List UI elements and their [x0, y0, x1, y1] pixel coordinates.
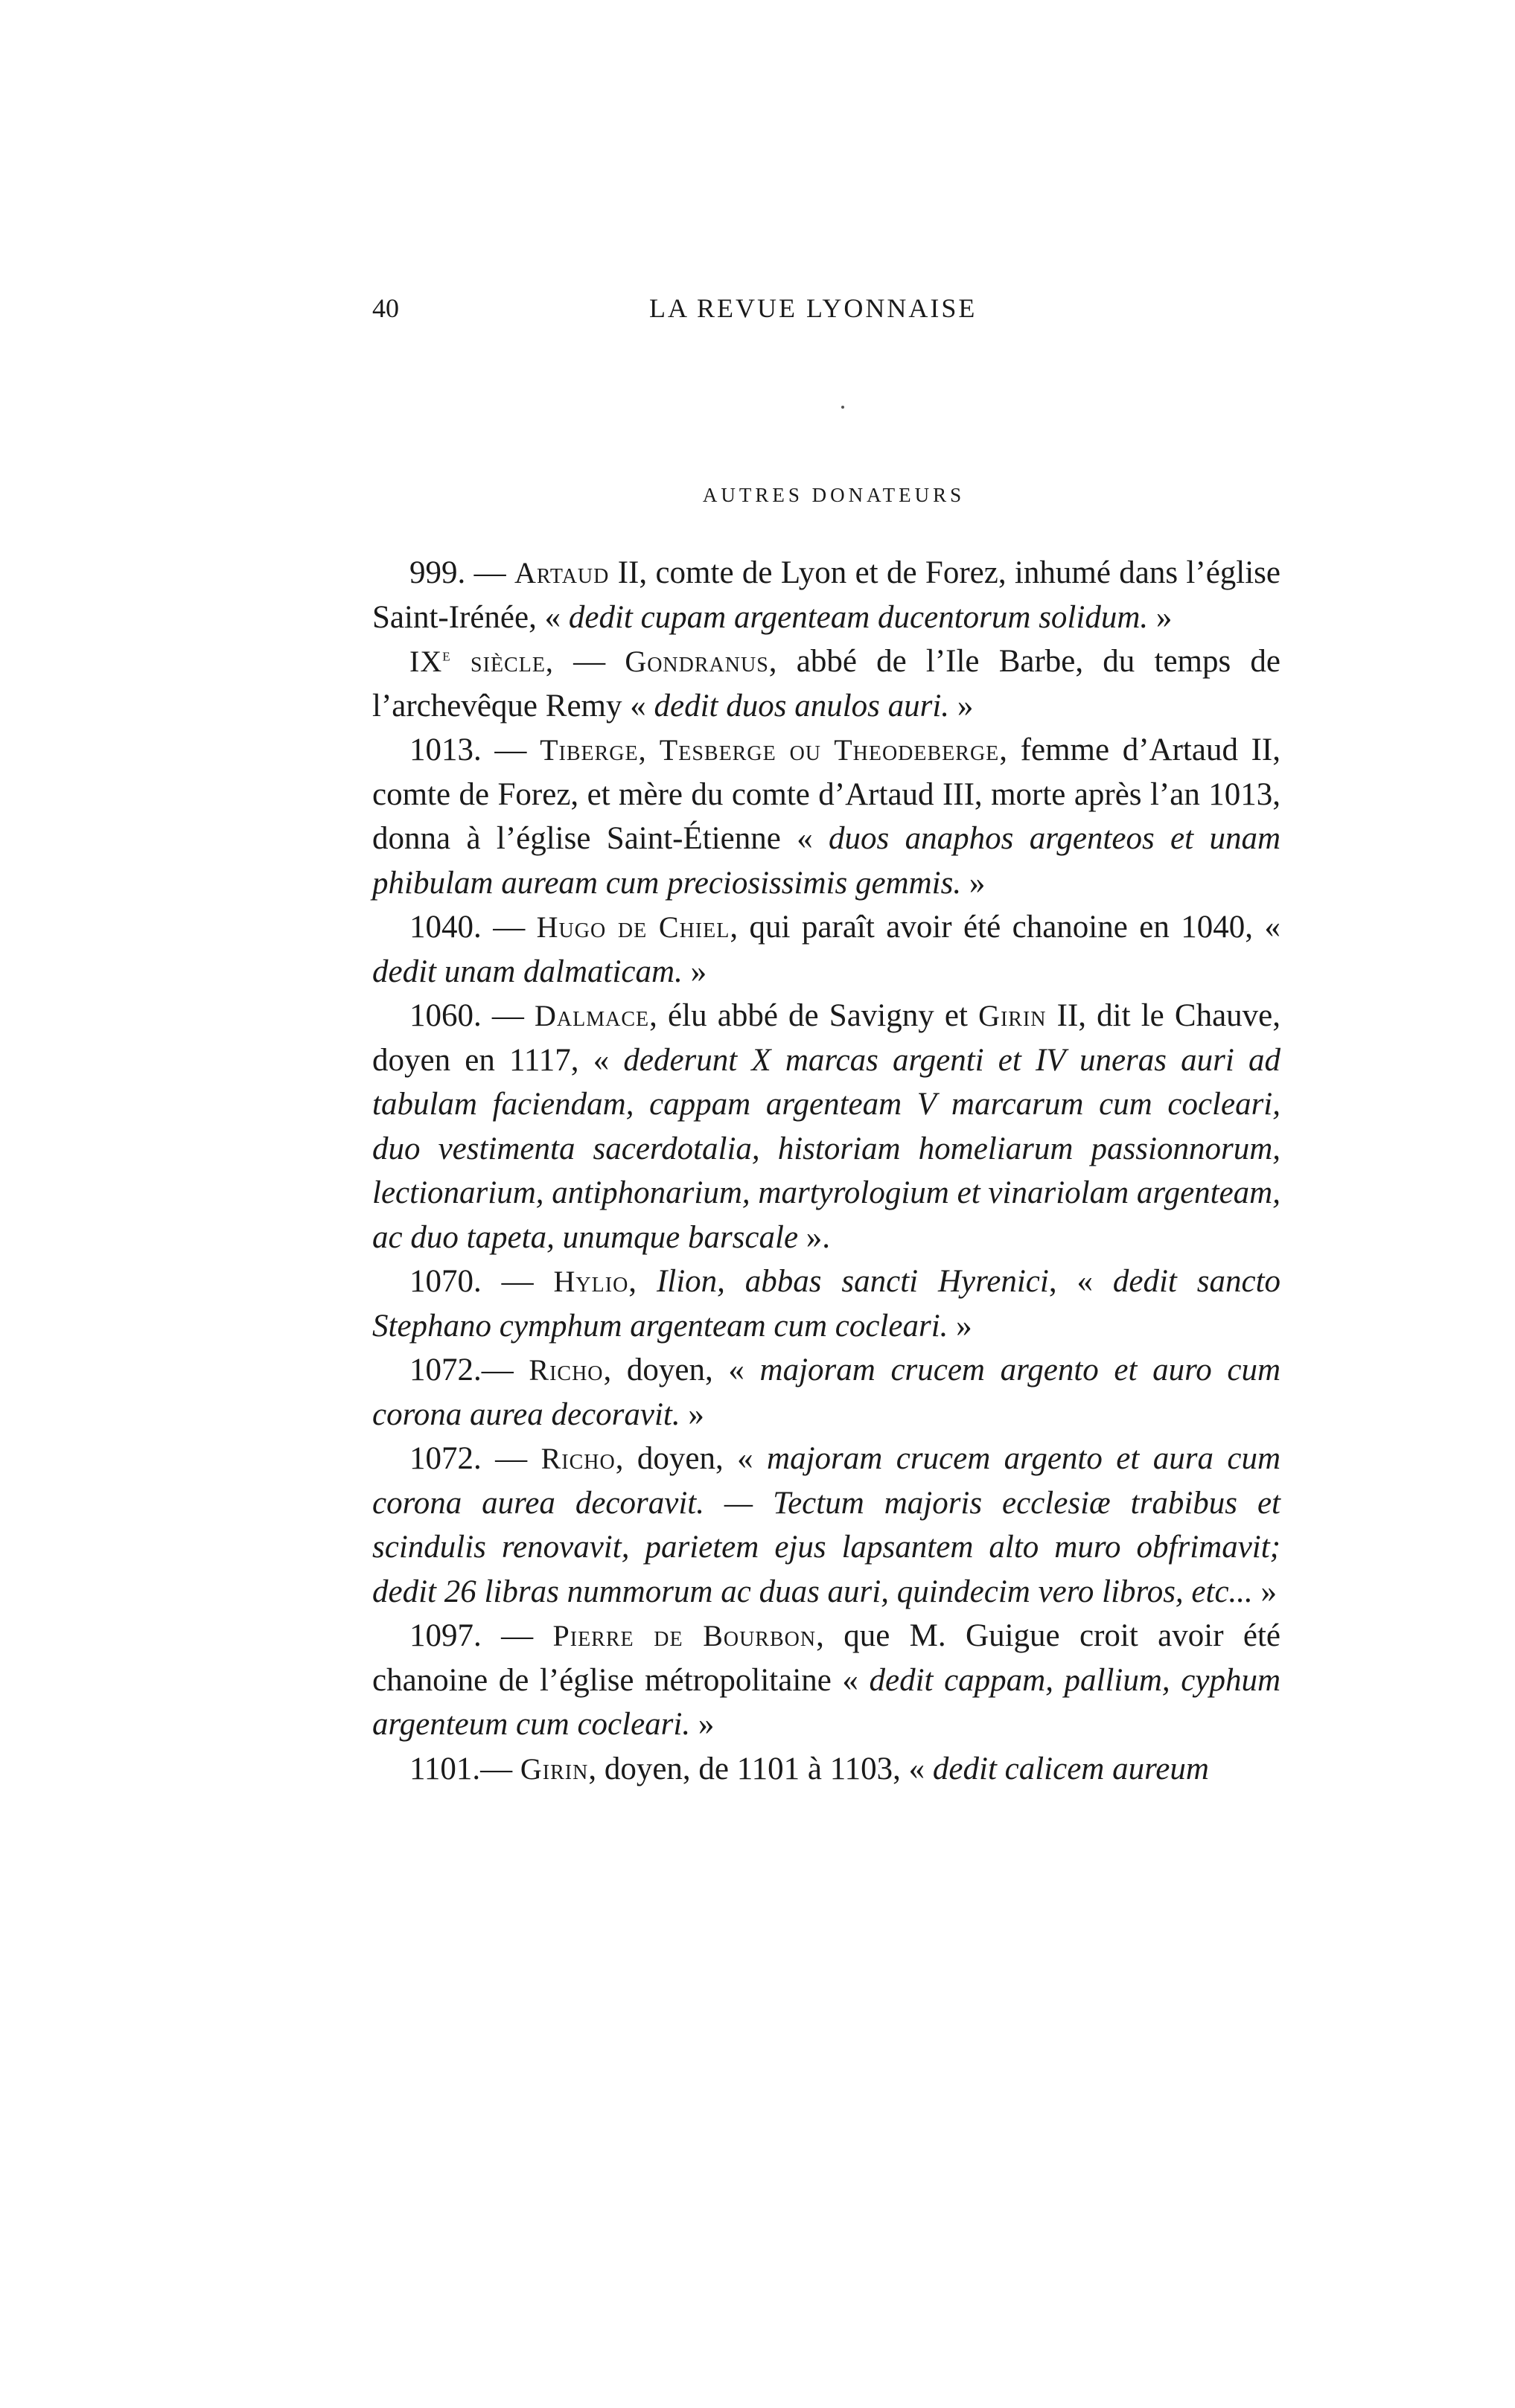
entry-1040: 1040. — Hugo de Chiel, qui paraît avoir été chanoine en 1040, « dedit unam dalmaticam. »: [372, 910, 1280, 989]
section-heading: AUTRES DONATEURS: [702, 484, 966, 506]
donor-name: Hylio: [553, 1265, 629, 1298]
entry-1101: 1101.— Girin, doyen, de 1101 à 1103, « dedit calicem aureum: [409, 1751, 1209, 1786]
running-head: [372, 293, 1280, 337]
entry-date: 1013.: [409, 732, 482, 767]
latin-quote: dedit sancto Stephano cymphum argenteam cum cocleari.: [372, 1264, 1281, 1344]
entry-1072-a: 1072.— Richo, doyen, « majoram crucem argento et auro cum corona aurea decoravit. »: [372, 1352, 1281, 1432]
entry-date: 1040.: [409, 910, 482, 945]
donor-name: Hugo de Chiel: [536, 910, 730, 944]
entry-1013: 1013. — Tiberge, Tesberge ou Theodeberge, femme d’Artaud II, comte de Forez, et mère du comte d’Artaud III, morte après l’an 1013, donna à l’église Saint-Étienne « duos anaphos argenteos et unam phibulam auream cum preciosissimis gemmis. »: [372, 732, 1281, 901]
entry-999: 999. — Artaud II, comte de Lyon et de Forez, inhumé dans l’église Saint-Irénée, « dedit cupam argenteam ducentorum solidum. »: [372, 555, 1280, 635]
body-text: [372, 551, 1280, 1791]
print-speck: [841, 406, 844, 409]
entry-1070: 1070. — Hylio, Ilion, abbas sancti Hyrenici, « dedit sancto Stephano cymphum argenteam cum cocleari. »: [372, 1264, 1281, 1344]
latin-quote: dederunt X marcas argenti et IV uneras auri ad tabulam faciendam, cappam argenteam V marcarum cum cocleari, duo vestimenta sacerdotalia, historiam homeliarum passionnorum, lectionarium, antiphonarium, martyrologium et vinariolam argenteam, ac duo tapeta, unumque barscale: [372, 1042, 1281, 1255]
entry-date: 1060.: [409, 998, 482, 1033]
latin-quote: dedit calicem aureum: [932, 1751, 1209, 1786]
donor-name: Artaud: [514, 556, 610, 590]
latin-quote: majoram crucem argento et auro cum corona aurea decoravit.: [372, 1352, 1281, 1432]
entry-date: 1072.: [409, 1441, 482, 1476]
donor-name: Richo: [529, 1353, 604, 1387]
donor-name: Tiberge, Tesberge: [540, 733, 776, 767]
page-number: 40: [372, 293, 399, 323]
entry-date: 1101.: [409, 1751, 481, 1786]
latin-quote: dedit duos anulos auri.: [654, 688, 950, 724]
donor-name: Richo: [540, 1442, 616, 1475]
journal-title: LA REVUE LYONNAISE: [649, 293, 977, 323]
donor-name: Pierre de Bourbon: [552, 1619, 817, 1652]
donor-title: Ilion, abbas sancti Hyrenici: [656, 1264, 1049, 1299]
entry-date: IXe siècle,: [409, 645, 554, 678]
entry-date: 1070.: [409, 1264, 482, 1299]
entry-date: 1072.: [409, 1352, 482, 1387]
entry-ixe-siecle: IXe siècle, — Gondranus, abbé de l’Ile Barbe, du temps de l’archevêque Remy « dedit duos anulos auri. »: [372, 644, 1280, 724]
donor-name: Gondranus: [625, 645, 769, 678]
donor-name: Girin: [520, 1751, 589, 1786]
entry-1097: 1097. — Pierre de Bourbon, que M. Guigue croit avoir été chanoine de l’église métropolitaine « dedit cappam, pallium, cyphum argenteum cum cocleari. »: [372, 1618, 1280, 1742]
entry-date: 1097.: [409, 1618, 482, 1653]
latin-quote: majoram crucem argento et aura cum corona aurea decoravit. — Tectum majoris ecclesiæ trabibus et scindulis renovavit, parietem ejus lapsantem alto muro obfrimavit; dedit 26 libras nummorum ac duas auri, quindecim vero libros, etc...: [372, 1441, 1280, 1609]
latin-quote: duos anaphos argenteos et unam phibulam auream cum preciosissimis gemmis.: [372, 821, 1280, 901]
latin-quote: dedit cappam, pallium, cyphum argenteum cum cocleari.: [372, 1662, 1280, 1742]
latin-quote: dedit unam dalmaticam.: [372, 954, 683, 989]
entry-1060: 1060. — Dalmace, élu abbé de Savigny et Girin II, dit le Chauve, doyen en 1117, « dederunt X marcas argenti et IV uneras auri ad tabulam faciendam, cappam argenteam V marcarum cum cocleari, duo vestimenta sacerdotalia, historiam homeliarum passionnorum, lectionarium, antiphonarium, martyrologium et vinariolam argenteam, ac duo tapeta, unumque barscale ».: [372, 998, 1281, 1255]
entry-1072-b: 1072. — Richo, doyen, « majoram crucem argento et aura cum corona aurea decoravit. — Tectum majoris ecclesiæ trabibus et scindulis renovavit, parietem ejus lapsantem alto muro obfrimavit; dedit 26 libras nummorum ac duas auri, quindecim vero libros, etc... »: [372, 1441, 1280, 1609]
donor-name: Dalmace: [535, 999, 650, 1032]
donor-name-alt: Theodeberge: [834, 733, 1000, 767]
latin-quote: dedit cupam argenteam ducentorum solidum.: [568, 599, 1149, 635]
entry-date: 999.: [409, 555, 466, 590]
donor-name-second: Girin: [978, 999, 1047, 1032]
